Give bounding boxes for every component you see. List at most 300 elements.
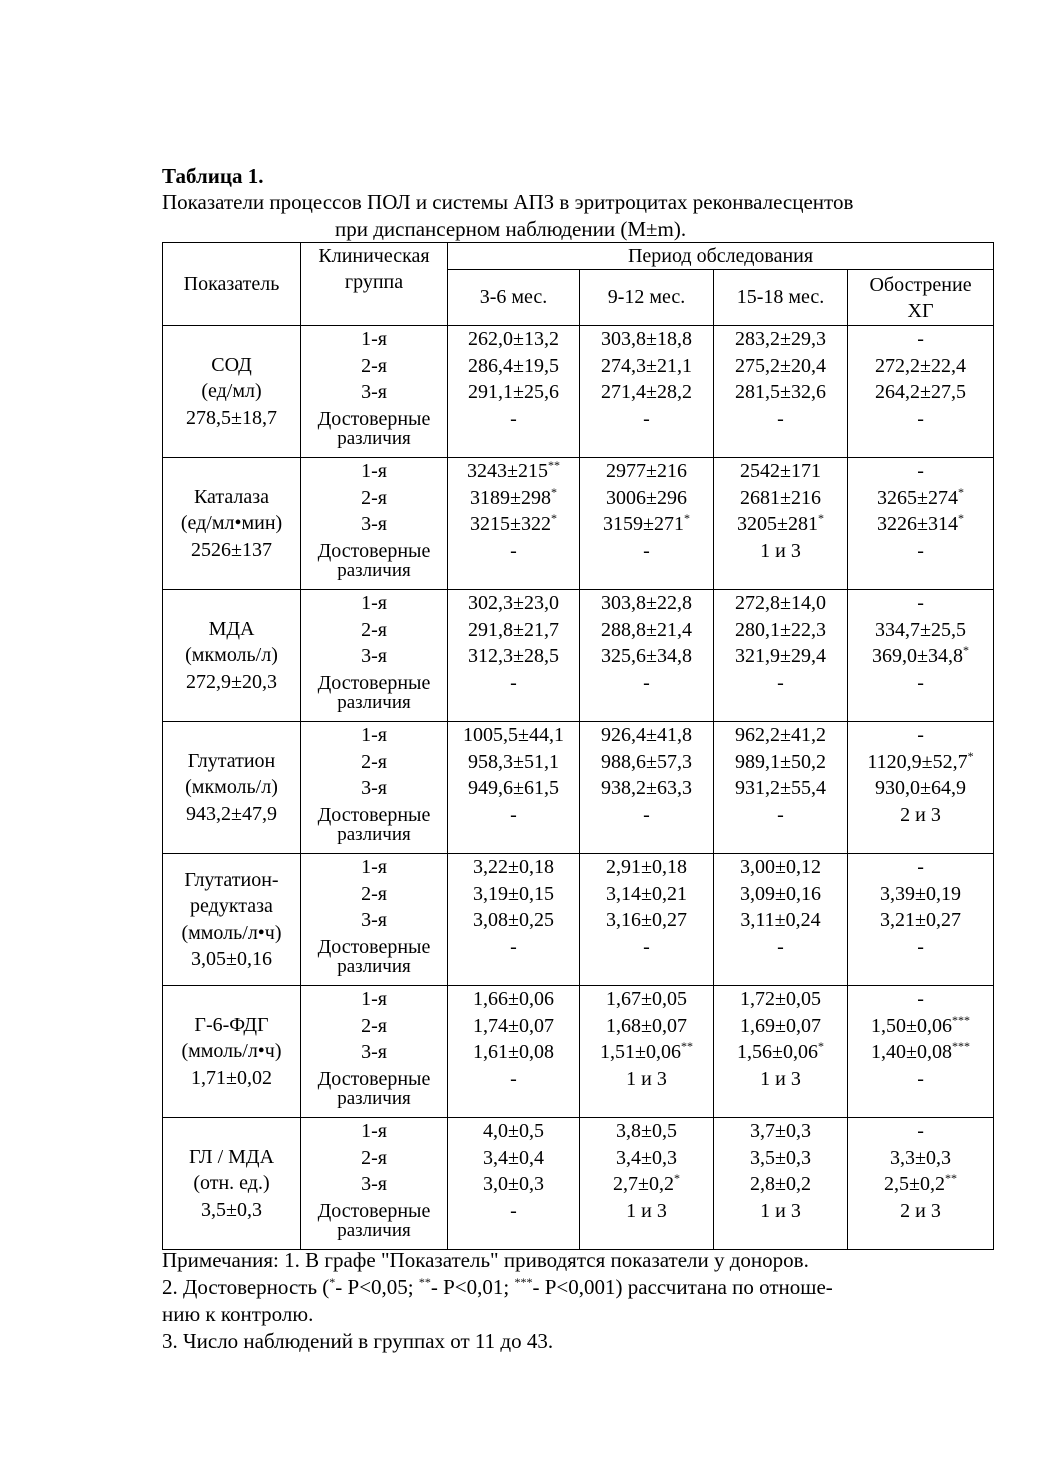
value-cell <box>848 326 994 458</box>
cell-value: 1 и 3 <box>760 1067 801 1090</box>
value-line <box>580 986 713 1013</box>
significance-mark: * <box>963 643 970 657</box>
value-line <box>448 1118 579 1145</box>
note-2-continued: нию к контролю. <box>162 1302 314 1326</box>
cell-value: - <box>917 460 924 482</box>
cell-value: 3,09±0,16 <box>740 882 821 905</box>
value-cell <box>448 854 580 986</box>
value-line <box>448 934 579 961</box>
cell-value: 272,8±14,0 <box>735 592 826 614</box>
cell-value: 286,4±19,5 <box>468 354 559 377</box>
value-line <box>714 590 847 617</box>
indicator-line: Глутатион <box>187 749 276 772</box>
value-line <box>448 670 579 697</box>
group-cell <box>301 458 448 590</box>
value-line <box>848 353 993 380</box>
cell-value: 3,19±0,15 <box>473 882 554 905</box>
value-line <box>448 1013 579 1040</box>
value-line <box>448 458 579 485</box>
value-line <box>448 511 579 538</box>
value-line <box>448 854 579 881</box>
value-line <box>448 1145 579 1172</box>
cell-value: 2 и 3 <box>900 1199 941 1222</box>
cell-value: 3,21±0,27 <box>880 909 962 931</box>
value-line <box>714 511 847 538</box>
indicator-line: (ммоль/л•ч) <box>181 1040 282 1063</box>
cell-value: - <box>917 539 924 562</box>
value-line <box>580 406 713 433</box>
cell-value: - <box>917 856 924 878</box>
cell-value: 312,3±28,5 <box>468 645 559 667</box>
cell-value: 1,67±0,05 <box>606 988 687 1010</box>
value-line <box>714 986 847 1013</box>
cell-value: 303,8±18,8 <box>601 328 692 350</box>
indicator-line: (ммоль/л•ч) <box>181 921 282 944</box>
value-line <box>580 485 713 512</box>
cell-value: - <box>777 935 784 958</box>
significance-mark: *** <box>952 1012 971 1027</box>
cell-value: - <box>510 539 517 562</box>
cell-value: - <box>510 1067 517 1090</box>
value-cell <box>580 590 714 722</box>
cell-value: 962,2±41,2 <box>735 724 826 746</box>
header-period: Период обследования <box>448 243 994 270</box>
cell-value: - <box>643 671 650 694</box>
header-col-9-12: 9-12 мес. <box>580 270 714 326</box>
cell-value: - <box>643 407 650 430</box>
header-indicator: Показатель <box>163 243 301 326</box>
cell-value: 2681±216 <box>740 486 821 509</box>
cell-value: 3159±271 <box>603 513 684 535</box>
cell-value: 4,0±0,5 <box>483 1120 544 1142</box>
value-cell <box>580 458 714 590</box>
indicator-cell <box>163 326 301 458</box>
value-cell <box>580 1118 714 1250</box>
indicator-line: (ед/мл•мин) <box>180 512 283 535</box>
indicator-cell <box>163 1118 301 1250</box>
value-line <box>848 986 993 1013</box>
value-line <box>448 643 579 670</box>
group-label: 3-я <box>361 1173 387 1195</box>
value-cell <box>580 722 714 854</box>
cell-value: 321,9±29,4 <box>735 645 826 667</box>
cell-value: - <box>917 935 924 958</box>
value-line <box>714 1066 847 1093</box>
value-line <box>848 643 993 670</box>
value-line <box>848 617 993 644</box>
significance-mark: *** <box>952 1039 971 1053</box>
cell-value: 1,50±0,06 <box>871 1014 953 1037</box>
group-label: 2-я <box>361 1014 387 1037</box>
value-cell <box>448 722 580 854</box>
significance-mark: ** <box>945 1171 958 1185</box>
group-cell <box>301 722 448 854</box>
group-label: различия <box>337 956 411 977</box>
value-line <box>448 1066 579 1093</box>
group-label: 2-я <box>361 750 387 773</box>
table-row <box>163 986 994 1118</box>
value-cell <box>714 854 848 986</box>
value-line <box>448 590 579 617</box>
value-line <box>848 802 993 829</box>
value-line <box>714 617 847 644</box>
value-line <box>848 406 993 433</box>
cell-value: 3,4±0,3 <box>616 1146 677 1169</box>
cell-value: 3006±296 <box>606 486 687 509</box>
table-caption: Показатели процессов ПОЛ и системы АПЗ в эритроцитах реконвалесцентов <box>162 190 854 214</box>
cell-value: 1,56±0,06 <box>737 1041 818 1063</box>
cell-value: 3243±215 <box>467 460 548 482</box>
indicator-cell <box>163 986 301 1118</box>
value-line <box>448 379 579 406</box>
significance-mark: * <box>958 511 965 525</box>
value-line <box>848 670 993 697</box>
cell-value: 3265±274 <box>877 486 959 509</box>
value-line <box>848 881 993 908</box>
value-line <box>714 379 847 406</box>
group-label: различия <box>337 1220 411 1241</box>
group-label: Достоверные <box>317 935 431 958</box>
group-label: различия <box>337 428 411 449</box>
value-cell <box>580 986 714 1118</box>
indicator-cell <box>163 590 301 722</box>
cell-value: 288,8±21,4 <box>601 618 692 641</box>
cell-value: 3,39±0,19 <box>880 882 962 905</box>
cell-value: 325,6±34,8 <box>601 645 692 667</box>
value-line <box>848 934 993 961</box>
group-label: различия <box>337 692 411 713</box>
cell-value: 3,16±0,27 <box>606 909 687 931</box>
group-label: 3-я <box>361 381 387 403</box>
group-label: различия <box>337 824 411 845</box>
value-line <box>848 854 993 881</box>
indicator-line: 278,5±18,7 <box>186 406 277 429</box>
value-line <box>580 934 713 961</box>
cell-value: - <box>510 803 517 826</box>
cell-value: 930,0±64,9 <box>875 777 967 799</box>
value-line <box>448 722 579 749</box>
indicator-line: СОД <box>211 353 252 376</box>
cell-value: - <box>643 539 650 562</box>
table-row <box>163 326 994 458</box>
value-line <box>448 881 579 908</box>
indicator-line: Каталаза <box>193 485 270 508</box>
cell-value: 280,1±22,3 <box>735 618 826 641</box>
cell-value: 1,74±0,07 <box>473 1014 554 1037</box>
significance-mark: ** <box>680 1039 693 1053</box>
group-label: 2-я <box>361 486 387 509</box>
value-cell <box>580 326 714 458</box>
group-label: 1-я <box>361 1120 387 1142</box>
table-caption-continued: при диспансерном наблюдении (M±m). <box>335 217 687 241</box>
value-line <box>848 749 993 776</box>
group-label: 1-я <box>361 592 387 614</box>
value-cell <box>714 458 848 590</box>
value-line <box>580 1013 713 1040</box>
value-line <box>714 881 847 908</box>
cell-value: 1,69±0,07 <box>740 1014 821 1037</box>
indicator-line: (мкмоль/л) <box>185 644 278 667</box>
cell-value: 2542±171 <box>740 460 821 482</box>
cell-value: 3,8±0,5 <box>616 1120 677 1142</box>
header-group: Клиническая группа <box>301 243 448 326</box>
value-line <box>714 406 847 433</box>
value-line <box>848 1118 993 1145</box>
cell-value: 281,5±32,6 <box>735 381 826 403</box>
value-cell <box>714 326 848 458</box>
value-line <box>580 775 713 802</box>
cell-value: 2,5±0,2 <box>884 1173 946 1195</box>
value-cell <box>714 590 848 722</box>
indicator-line: 2526±137 <box>191 538 272 561</box>
value-cell <box>848 458 994 590</box>
header-col-exacerbation: Обострение ХГ <box>848 270 994 326</box>
cell-value: 271,4±28,2 <box>601 381 692 403</box>
indicator-line: 943,2±47,9 <box>186 802 277 825</box>
cell-value: 274,3±21,1 <box>601 354 692 377</box>
value-cell <box>714 986 848 1118</box>
value-line <box>580 326 713 353</box>
cell-value: 3,3±0,3 <box>890 1146 952 1169</box>
cell-value: 3215±322 <box>470 513 551 535</box>
cell-value: 369,0±34,8 <box>872 645 964 667</box>
cell-value: 291,1±25,6 <box>468 381 559 403</box>
group-cell <box>301 1118 448 1250</box>
value-cell <box>848 590 994 722</box>
note-2: 2. Достоверность (*- Р<0,05; **- Р<0,01; ***- Р<0,001) рассчитана по отноше- <box>162 1275 833 1299</box>
group-label: Достоверные <box>317 1199 431 1222</box>
value-line <box>714 1171 847 1198</box>
cell-value: - <box>643 935 650 958</box>
group-cell <box>301 854 448 986</box>
value-line <box>448 353 579 380</box>
value-line <box>848 590 993 617</box>
cell-value: 3,0±0,3 <box>483 1173 544 1195</box>
cell-value: 3,08±0,25 <box>473 909 554 931</box>
significance-mark: * <box>550 511 557 525</box>
group-label: 2-я <box>361 618 387 641</box>
value-line <box>448 538 579 565</box>
value-line <box>580 511 713 538</box>
value-line <box>580 590 713 617</box>
value-line <box>714 1118 847 1145</box>
cell-value: - <box>510 407 517 430</box>
indicator-line: (мкмоль/л) <box>185 776 278 799</box>
value-cell <box>448 590 580 722</box>
indicator-line: (ед/мл) <box>201 380 262 403</box>
cell-value: 1,40±0,08 <box>871 1041 953 1063</box>
group-label: Достоверные <box>317 803 431 826</box>
value-line <box>848 1145 993 1172</box>
cell-value: 1 и 3 <box>626 1199 667 1222</box>
value-cell <box>714 1118 848 1250</box>
value-cell <box>848 722 994 854</box>
value-line <box>580 1145 713 1172</box>
cell-value: 1 и 3 <box>760 1199 801 1222</box>
value-line <box>580 670 713 697</box>
value-line <box>448 802 579 829</box>
value-line <box>580 854 713 881</box>
cell-value: 272,2±22,4 <box>875 354 967 377</box>
cell-value: - <box>777 407 784 430</box>
cell-value: - <box>917 1067 924 1090</box>
cell-value: 3226±314 <box>877 513 959 535</box>
cell-value: 1,68±0,07 <box>606 1014 687 1037</box>
value-cell <box>848 986 994 1118</box>
value-line <box>714 1039 847 1066</box>
value-line <box>580 353 713 380</box>
value-line <box>448 485 579 512</box>
value-line <box>448 1171 579 1198</box>
value-line <box>714 907 847 934</box>
group-label: 1-я <box>361 856 387 878</box>
cell-value: 2,91±0,18 <box>606 856 687 878</box>
indicator-cell <box>163 458 301 590</box>
cell-value: 949,6±61,5 <box>468 777 559 799</box>
value-line <box>714 775 847 802</box>
value-line <box>714 458 847 485</box>
cell-value: 291,8±21,7 <box>468 618 559 641</box>
value-line <box>848 1039 993 1066</box>
data-table <box>162 242 994 1250</box>
cell-value: - <box>917 724 924 746</box>
value-line <box>714 326 847 353</box>
value-line <box>714 643 847 670</box>
indicator-line: МДА <box>208 617 255 640</box>
value-cell <box>448 1118 580 1250</box>
cell-value: 931,2±55,4 <box>735 777 826 799</box>
value-line <box>580 1066 713 1093</box>
value-line <box>448 1039 579 1066</box>
cell-value: - <box>510 671 517 694</box>
cell-value: 1,61±0,08 <box>473 1041 554 1063</box>
cell-value: 988,6±57,3 <box>601 750 692 773</box>
cell-value: 1,66±0,06 <box>473 988 554 1010</box>
cell-value: 275,2±20,4 <box>735 354 826 377</box>
group-label: 2-я <box>361 882 387 905</box>
value-line <box>448 326 579 353</box>
indicator-line: (отн. ед.) <box>193 1172 270 1195</box>
cell-value: 926,4±41,8 <box>601 724 692 746</box>
group-label: 1-я <box>361 724 387 746</box>
indicator-line: Глутатион- <box>184 868 279 891</box>
value-line <box>848 326 993 353</box>
significance-mark: * <box>967 748 974 763</box>
value-line <box>448 1198 579 1225</box>
indicator-line: Г-6-ФДГ <box>194 1013 269 1036</box>
group-label: Достоверные <box>317 539 431 562</box>
group-label: 1-я <box>361 988 387 1010</box>
cell-value: 3,5±0,3 <box>750 1146 811 1169</box>
cell-value: 334,7±25,5 <box>875 618 967 641</box>
value-line <box>580 881 713 908</box>
significance-mark: * <box>673 1171 680 1185</box>
cell-value: 1,51±0,06 <box>600 1041 681 1063</box>
cell-value: - <box>917 671 924 694</box>
value-line <box>714 485 847 512</box>
group-label: 3-я <box>361 645 387 667</box>
group-label: 1-я <box>361 328 387 350</box>
cell-value: 1005,5±44,1 <box>463 724 564 746</box>
value-cell <box>448 458 580 590</box>
cell-value: - <box>917 592 924 614</box>
group-label: 3-я <box>361 1041 387 1063</box>
value-line <box>580 1171 713 1198</box>
value-line <box>714 670 847 697</box>
value-line <box>714 1198 847 1225</box>
cell-value: 2977±216 <box>606 460 687 482</box>
table-row <box>163 1118 994 1250</box>
value-line <box>714 538 847 565</box>
table-title: Таблица 1. <box>162 164 264 188</box>
cell-value: 1120,9±52,7 <box>867 750 968 773</box>
value-cell <box>448 986 580 1118</box>
table-row <box>163 590 994 722</box>
note-3: 3. Число наблюдений в группах от 11 до 43. <box>162 1329 554 1353</box>
value-line <box>580 1118 713 1145</box>
value-line <box>580 379 713 406</box>
cell-value: 958,3±51,1 <box>468 750 559 773</box>
cell-value: 3,11±0,24 <box>740 909 821 931</box>
cell-value: - <box>777 803 784 826</box>
value-line <box>448 749 579 776</box>
value-line <box>448 907 579 934</box>
group-label: Достоверные <box>317 671 431 694</box>
cell-value: 938,2±63,3 <box>601 777 692 799</box>
value-line <box>580 617 713 644</box>
value-line <box>848 722 993 749</box>
value-line <box>580 749 713 776</box>
cell-value: - <box>643 803 650 826</box>
significance-mark: * <box>683 511 690 525</box>
value-line <box>848 511 993 538</box>
value-line <box>848 1066 993 1093</box>
cell-value: 1 и 3 <box>760 539 801 562</box>
cell-value: 264,2±27,5 <box>875 381 967 403</box>
significance-mark: * <box>550 484 557 499</box>
value-line <box>580 722 713 749</box>
cell-value: 2,7±0,2 <box>613 1173 674 1195</box>
significance-mark: * <box>817 1039 824 1053</box>
table-row <box>163 722 994 854</box>
cell-value: 303,8±22,8 <box>601 592 692 614</box>
indicator-cell <box>163 722 301 854</box>
header-col-15-18: 15-18 мес. <box>714 270 848 326</box>
value-line <box>848 379 993 406</box>
value-line <box>448 775 579 802</box>
value-line <box>714 722 847 749</box>
table-body <box>163 326 994 1250</box>
significance-mark: * <box>817 511 824 525</box>
group-label: различия <box>337 1088 411 1109</box>
group-cell <box>301 326 448 458</box>
value-line <box>448 406 579 433</box>
cell-value: - <box>777 671 784 694</box>
value-line <box>580 1198 713 1225</box>
indicator-line: редуктаза <box>190 895 273 917</box>
cell-value: 3,7±0,3 <box>750 1120 811 1142</box>
cell-value: - <box>917 988 924 1010</box>
value-line <box>848 458 993 485</box>
value-cell <box>580 854 714 986</box>
cell-value: 3,14±0,21 <box>606 882 687 905</box>
cell-value: 302,3±23,0 <box>468 592 559 614</box>
cell-value: - <box>510 1199 517 1222</box>
group-label: Достоверные <box>317 1067 431 1090</box>
value-line <box>848 1198 993 1225</box>
cell-value: 283,2±29,3 <box>735 328 826 350</box>
value-line <box>848 775 993 802</box>
